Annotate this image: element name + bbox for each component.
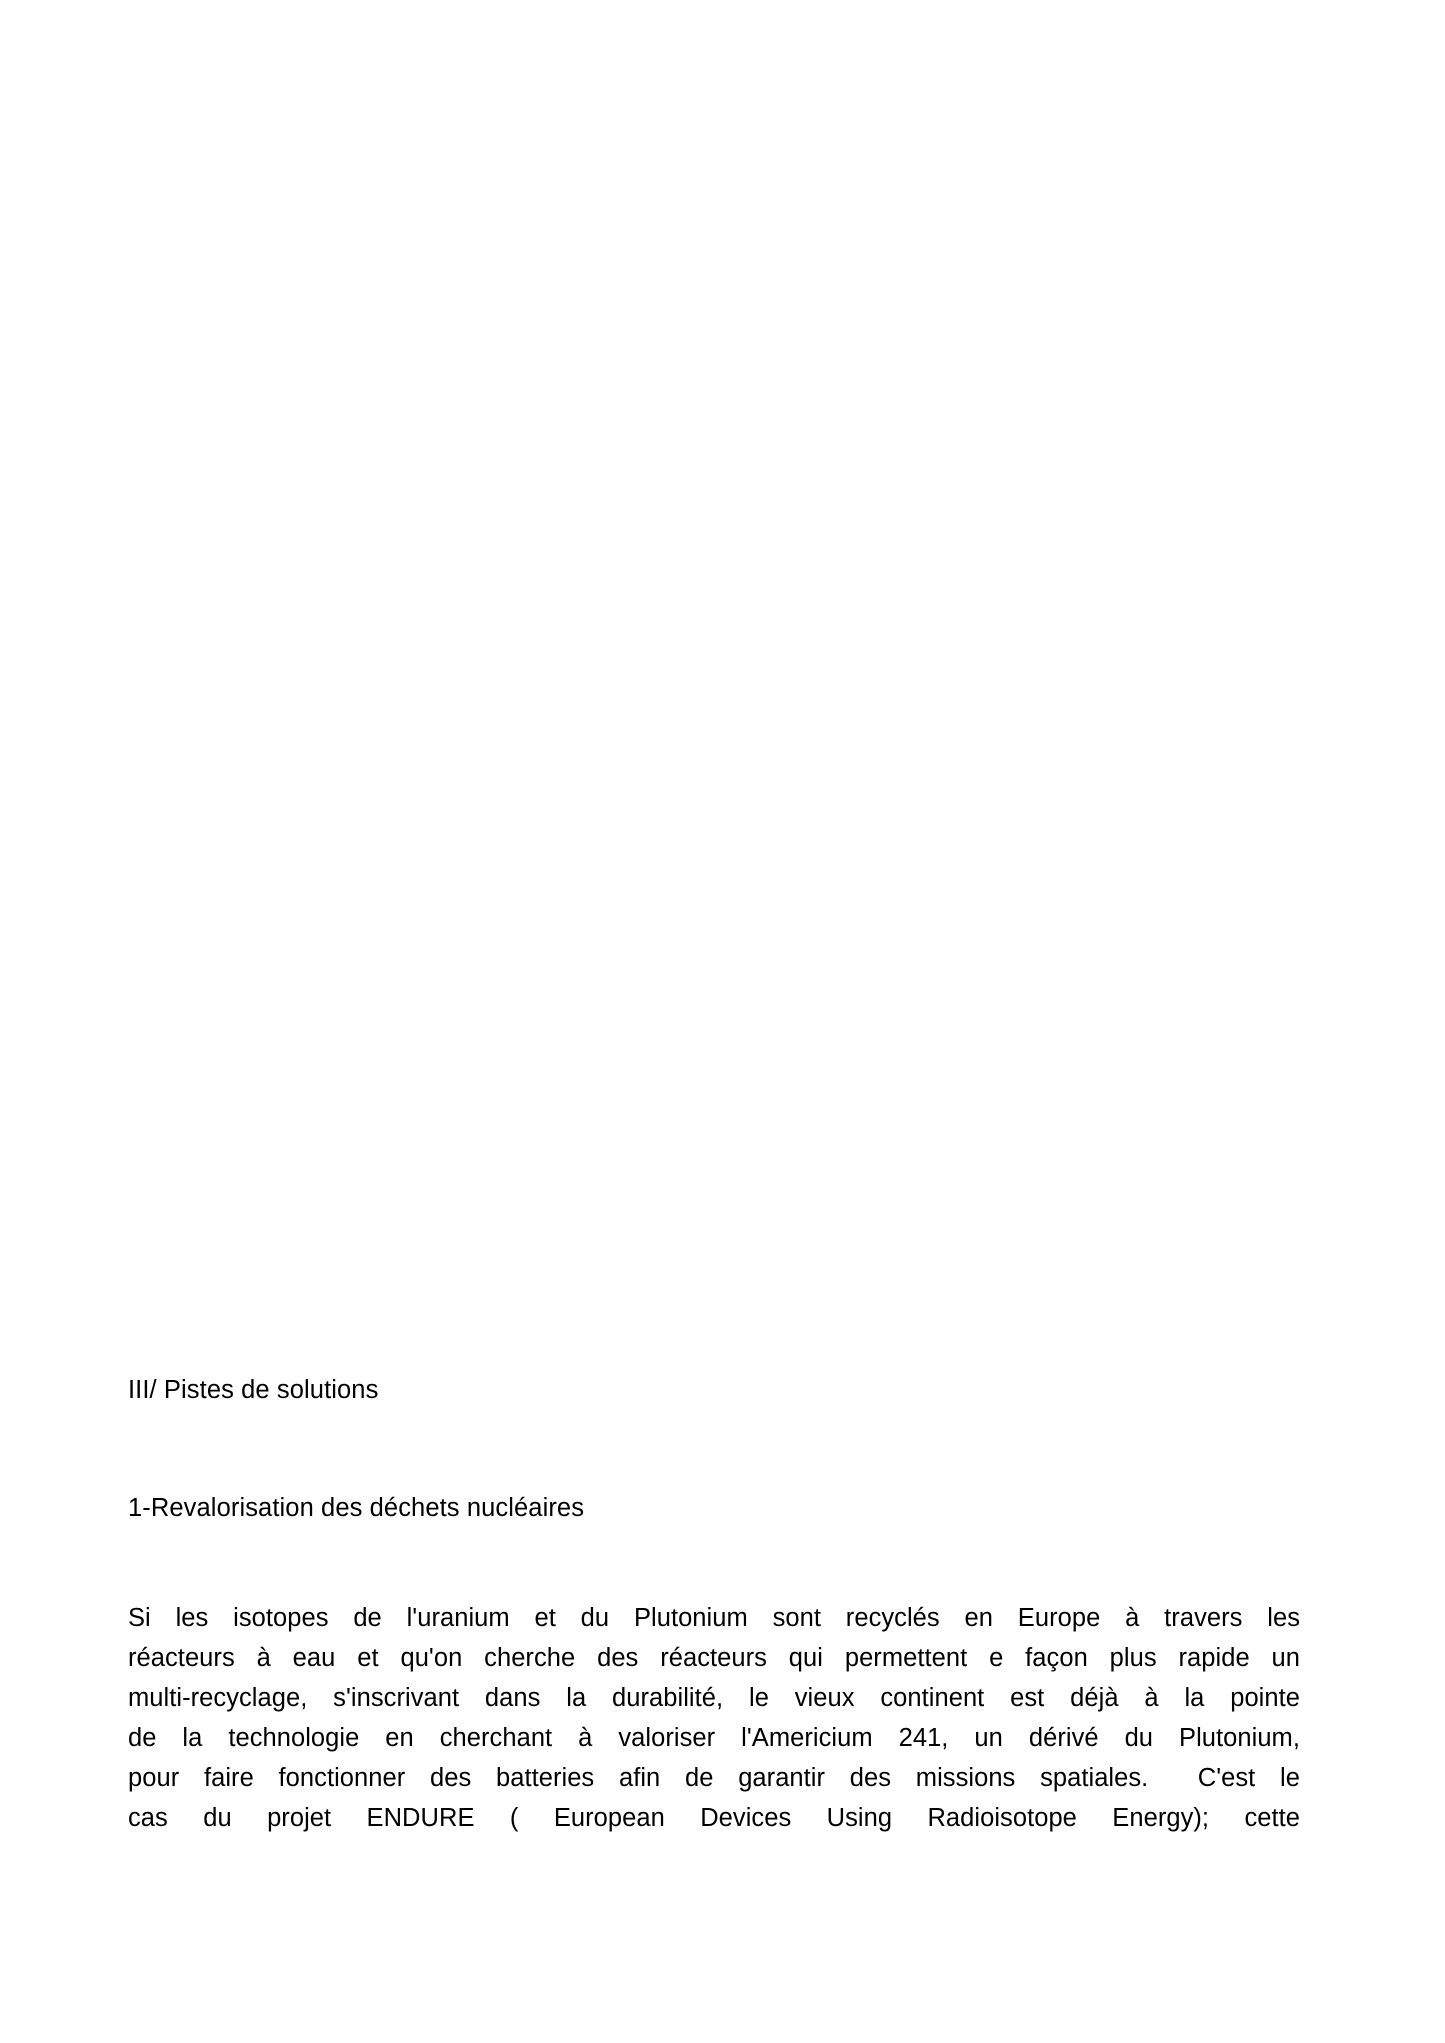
paragraph-line: pour faire fonctionner des batteries afin de garantir des missions spatiales. C'est le [128,1764,1300,1792]
spacer-after-section-heading [128,1406,1300,1492]
document-content [128,1374,1300,1838]
paragraph-line: cas du projet ENDURE ( European Devices Using Radioisotope Energy); cette [128,1804,1300,1832]
paragraph-line: multi-recyclage, s'inscrivant dans la durabilité, le vieux continent est déjà à la pointe [128,1684,1300,1712]
body-paragraph [128,1598,1300,1838]
section-heading: III/ Pistes de solutions [128,1376,379,1404]
paragraph-line: réacteurs à eau et qu'on cherche des réacteurs qui permettent e façon plus rapide un [128,1644,1300,1672]
spacer-after-subsection-heading [128,1524,1300,1598]
paragraph-line: de la technologie en cherchant à valoriser l'Americium 241, un dérivé du Plutonium, [128,1724,1300,1752]
paragraph-line: Si les isotopes de l'uranium et du Plutonium sont recyclés en Europe à travers les [128,1604,1300,1632]
subsection-heading: 1-Revalorisation des déchets nucléaires [128,1494,585,1522]
